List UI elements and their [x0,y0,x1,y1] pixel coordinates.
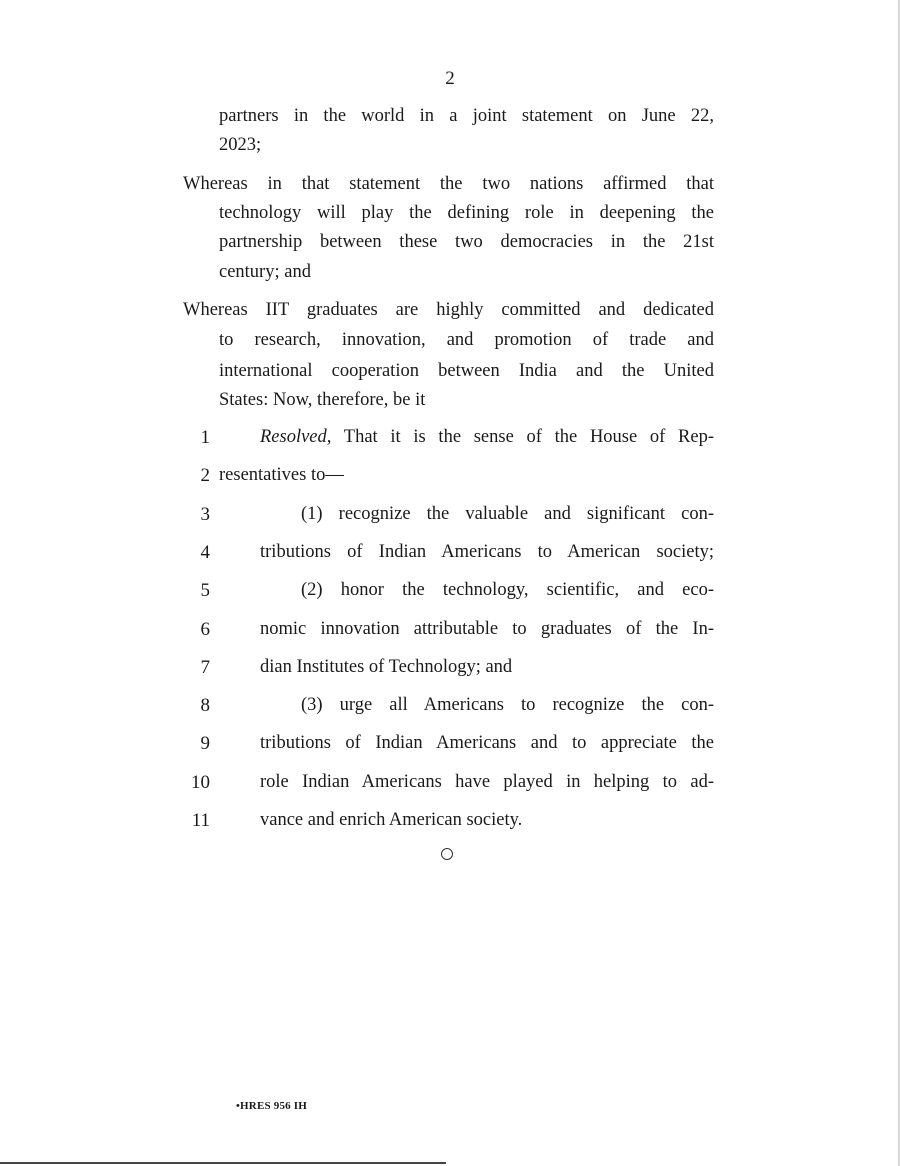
whereas-1-line-4: century; and [219,262,311,282]
end-of-document-circle-icon [441,848,453,860]
bottom-rule-divider [0,1162,446,1164]
resolution-line-2: resentatives to— [219,465,344,485]
resolution-line-6: nomic innovation attributable to graduates of the In- [260,619,714,639]
resolved-word: Resolved, [260,427,332,447]
whereas-1-line-2: technology will play the defining role in deepening the [219,203,714,223]
line-number: 10 [191,772,210,793]
resolution-line-1-text: That it is the sense of the House of Rep- [331,427,714,447]
whereas-1-line-1: Whereas in that statement the two nations affirmed that [183,174,714,194]
page-number: 2 [445,68,455,89]
line-number: 11 [191,810,210,831]
resolution-line-9: tributions of Indian Americans and to appreciate the [260,733,714,753]
whereas-2-line-4: States: Now, therefore, be it [219,390,426,410]
line-number: 3 [200,504,210,525]
resolution-line-7: dian Institutes of Technology; and [260,657,513,677]
resolution-line-3: (1) recognize the valuable and significant con- [301,504,714,524]
whereas-2-line-1: Whereas IIT graduates are highly committed and dedicated [183,300,714,320]
line-number: 4 [200,542,210,563]
whereas-2-line-3: international cooperation between India and the United [219,361,714,381]
resolution-line-8: (3) urge all Americans to recognize the con- [301,695,714,715]
bill-footer-id: •HRES 956 IH [236,1100,308,1112]
resolution-line-1 [260,423,714,452]
line-number: 1 [200,427,210,448]
resolution-line-5: (2) honor the technology, scientific, and eco- [301,580,714,600]
resolution-line-10: role Indian Americans have played in helping to ad- [260,772,714,792]
whereas-2-line-2: to research, innovation, and promotion of trade and [219,330,714,350]
line-number: 2 [200,465,210,486]
preamble-continuation-line-2: 2023; [219,135,262,155]
line-number: 6 [200,619,210,640]
line-number: 9 [200,733,210,754]
line-number: 7 [200,657,210,678]
whereas-1-line-3: partnership between these two democracies in the 21st [219,232,714,252]
line-number: 5 [200,580,210,601]
line-number: 8 [200,695,210,716]
resolution-line-11: vance and enrich American society. [260,810,523,830]
preamble-continuation-line-1: partners in the world in a joint statement on June 22, [219,106,714,126]
resolution-line-4: tributions of Indian Americans to American society; [260,542,714,562]
